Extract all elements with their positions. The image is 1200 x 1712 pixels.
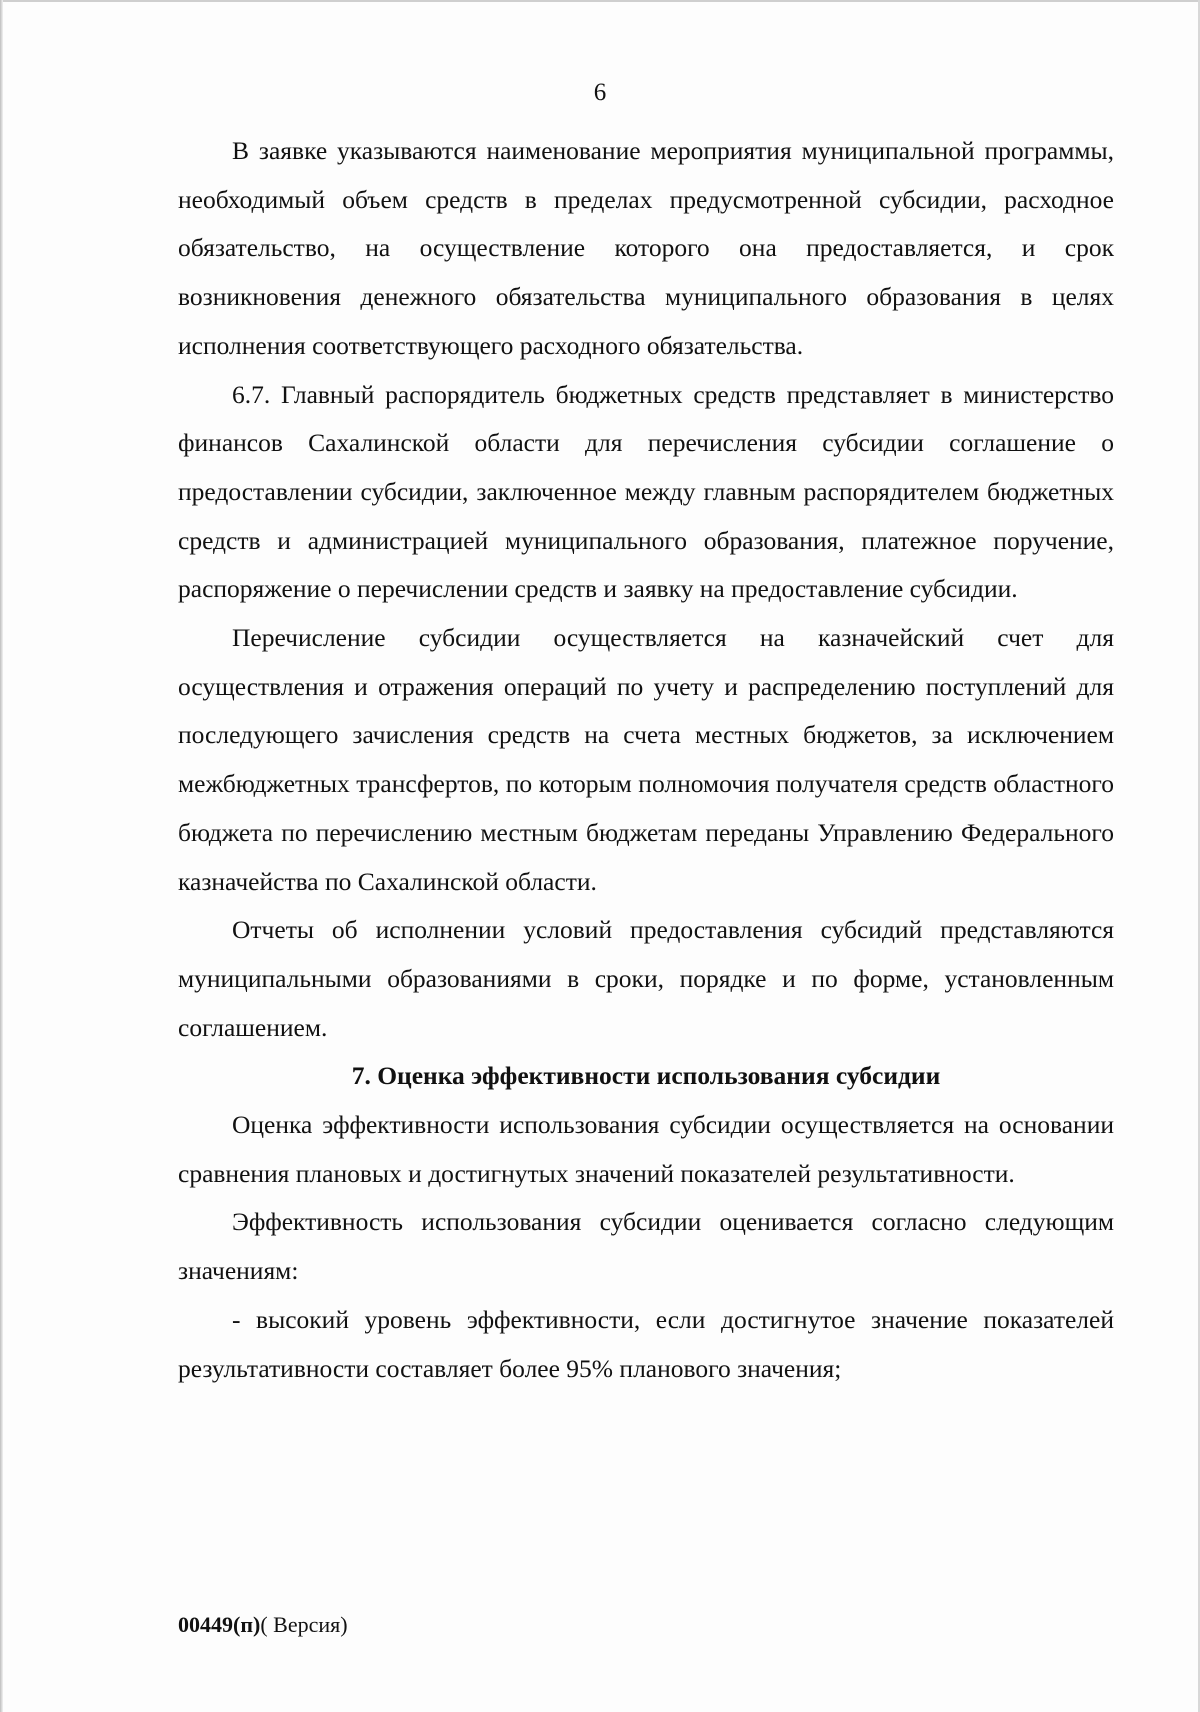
page-number: 6	[593, 79, 607, 106]
paragraph-efficiency-values: Эффективность использования субсидии оценивается согласно следующим значениям:	[178, 1207, 1114, 1286]
paragraph-reports: Отчеты об исполнении условий предоставления субсидий представляются муниципальными образованиями в сроки, порядке и по форме, установленным соглашением.	[178, 915, 1114, 1042]
section-heading-7: 7. Оценка эффективности использования субсидии	[351, 1061, 941, 1091]
footer-document-code: 00449(п)	[178, 1612, 261, 1637]
scan-edge-left	[0, 0, 3, 1712]
paragraph-application-contents: В заявке указываются наименование мероприятия муниципальной программы, необходимый объем средств в пределах предусмотренной субсидии, расходное обязательство, на осуществление которого она предоставляется, и срок возникновения денежного обязательства муниципального образования в целях исполнения соответствующего расходного обязательства.	[178, 136, 1114, 360]
document-footer	[178, 1611, 348, 1639]
paragraph-efficiency-assessment: Оценка эффективности использования субсидии осуществляется на основании сравнения плановых и достигнутых значений показателей результативности.	[178, 1110, 1114, 1188]
document-body	[178, 127, 1114, 1393]
paragraph-high-efficiency-item: - высокий уровень эффективности, если достигнутое значение показателей результативности составляет более 95% планового значения;	[178, 1304, 1114, 1383]
paragraph-subsidy-transfer: Перечисление субсидии осуществляется на казначейский счет для осуществления и отражения операций по учету и распределению поступлений для последующего зачисления средств на счета местных бюджетов, за исключением межбюджетных трансфертов, по которым полномочия получателя средств областного бюджета по перечислению местным бюджетам переданы Управлению Федерального казначейства по Сахалинской области.	[178, 623, 1114, 896]
scan-edge-top	[0, 0, 1200, 2]
footer-version: ( Версия)	[260, 1612, 348, 1637]
paragraph-6-7-main-administrator: 6.7. Главный распорядитель бюджетных средств представляет в министерство финансов Сахалинской области для перечисления субсидии соглашение о предоставлении субсидии, заключенное между главным распорядителем бюджетных средств и администрацией муниципального образования, платежное поручение, распоряжение о перечислении средств и заявку на предоставление субсидии.	[178, 379, 1114, 604]
